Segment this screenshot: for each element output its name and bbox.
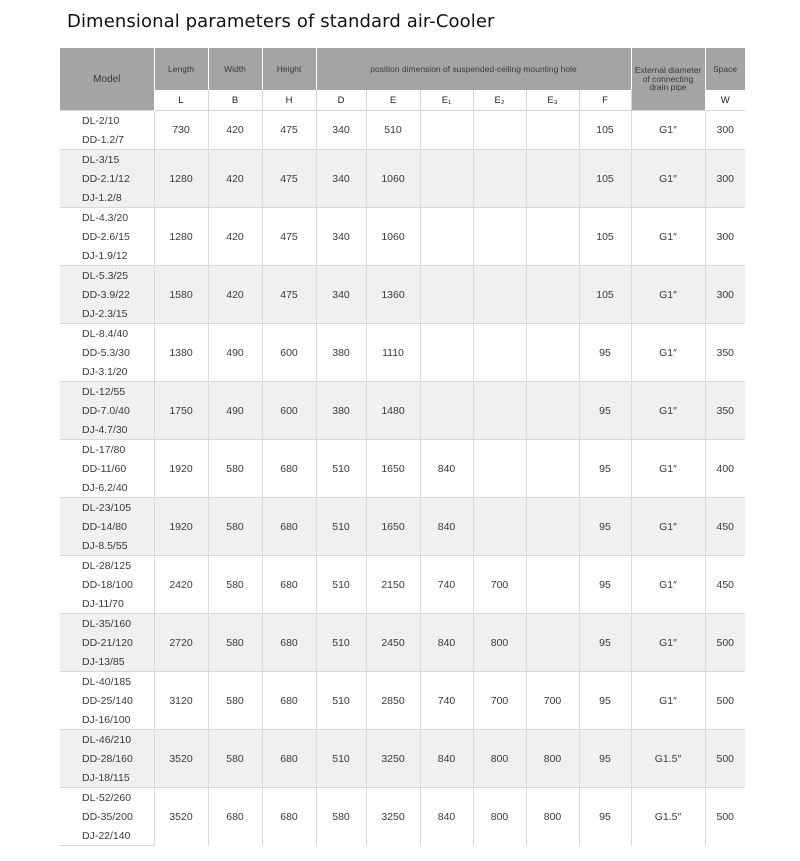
- cell-e: 1650: [366, 440, 420, 498]
- cell-h: 600: [262, 382, 316, 440]
- cell-e: 1110: [366, 324, 420, 382]
- model-name: DJ-8.5/55: [60, 536, 154, 556]
- cell-b: 420: [208, 208, 262, 266]
- cell-l: 3520: [154, 730, 208, 788]
- cell-b: 580: [208, 672, 262, 730]
- cell-l: 1750: [154, 382, 208, 440]
- drain-header-line-3: drain pipe: [649, 82, 687, 93]
- model-name: DL-46/210: [60, 730, 154, 750]
- cell-e1: 840: [420, 614, 473, 672]
- model-name: DD-21/120: [60, 633, 154, 652]
- cell-l: 1920: [154, 440, 208, 498]
- cell-e2: 800: [473, 730, 526, 788]
- cell-w: 350: [705, 324, 745, 382]
- cell-drain: G1″: [631, 440, 705, 498]
- cell-d: 340: [316, 208, 366, 266]
- cell-e3: [526, 208, 579, 266]
- table-row: [60, 730, 745, 750]
- model-name: DD-7.0/40: [60, 401, 154, 420]
- cell-e2: [473, 111, 526, 150]
- cell-e: 2850: [366, 672, 420, 730]
- model-name: DL-5.3/25: [60, 266, 154, 286]
- header-L: L: [154, 90, 208, 111]
- header-E2: E₂: [473, 90, 526, 111]
- model-name: DD-35/200: [60, 807, 154, 826]
- table-row: [60, 440, 745, 460]
- table-row: [60, 556, 745, 576]
- cell-e2: [473, 440, 526, 498]
- model-name: DD-28/160: [60, 749, 154, 768]
- cell-w: 500: [705, 614, 745, 672]
- cell-drain: G1″: [631, 324, 705, 382]
- cell-l: 1380: [154, 324, 208, 382]
- header-E: E: [366, 90, 420, 111]
- model-name: DL-17/80: [60, 440, 154, 460]
- cell-d: 380: [316, 382, 366, 440]
- cell-e3: 800: [526, 788, 579, 846]
- cell-e1: [420, 111, 473, 150]
- header-H: H: [262, 90, 316, 111]
- cell-d: 510: [316, 730, 366, 788]
- cell-h: 680: [262, 556, 316, 614]
- cell-h: 680: [262, 672, 316, 730]
- cell-f: 95: [579, 324, 631, 382]
- cell-drain: G1.5″: [631, 730, 705, 788]
- cell-f: 95: [579, 498, 631, 556]
- cell-d: 340: [316, 150, 366, 208]
- air-cooler-dimension-table: [60, 48, 746, 846]
- cell-e3: 800: [526, 730, 579, 788]
- cell-drain: G1″: [631, 556, 705, 614]
- table-row: [60, 150, 745, 170]
- cell-d: 580: [316, 788, 366, 846]
- cell-w: 500: [705, 672, 745, 730]
- cell-w: 450: [705, 556, 745, 614]
- model-name: DL-12/55: [60, 382, 154, 402]
- cell-e2: [473, 208, 526, 266]
- cell-h: 600: [262, 324, 316, 382]
- header-E3: E₃: [526, 90, 579, 111]
- cell-l: 1920: [154, 498, 208, 556]
- cell-e3: [526, 324, 579, 382]
- cell-e3: [526, 498, 579, 556]
- cell-e2: [473, 382, 526, 440]
- cell-e1: 840: [420, 788, 473, 846]
- cell-e2: 700: [473, 556, 526, 614]
- cell-d: 510: [316, 614, 366, 672]
- cell-d: 340: [316, 266, 366, 324]
- model-name: DD-11/60: [60, 459, 154, 478]
- cell-b: 580: [208, 556, 262, 614]
- cell-b: 420: [208, 111, 262, 150]
- model-name: DL-4.3/20: [60, 208, 154, 228]
- table-row: [60, 111, 745, 131]
- header-height: Height: [262, 48, 316, 90]
- cell-h: 680: [262, 730, 316, 788]
- cell-drain: G1″: [631, 498, 705, 556]
- cell-e1: 740: [420, 556, 473, 614]
- cell-e3: [526, 150, 579, 208]
- cell-d: 380: [316, 324, 366, 382]
- cell-l: 730: [154, 111, 208, 150]
- model-name: DL-28/125: [60, 556, 154, 576]
- table-row: [60, 208, 745, 228]
- model-name: DJ-13/85: [60, 652, 154, 672]
- cell-e1: [420, 266, 473, 324]
- model-name: DD-18/100: [60, 575, 154, 594]
- cell-f: 95: [579, 614, 631, 672]
- cell-e1: [420, 150, 473, 208]
- cell-l: 1580: [154, 266, 208, 324]
- cell-e2: [473, 324, 526, 382]
- cell-w: 300: [705, 208, 745, 266]
- cell-w: 400: [705, 440, 745, 498]
- cell-f: 105: [579, 266, 631, 324]
- cell-e3: 700: [526, 672, 579, 730]
- cell-w: 450: [705, 498, 745, 556]
- cell-e: 1650: [366, 498, 420, 556]
- cell-l: 3520: [154, 788, 208, 846]
- model-name: DJ-1.9/12: [60, 246, 154, 266]
- model-name: DJ-6.2/40: [60, 478, 154, 498]
- page-title: Dimensional parameters of standard air-Cooler: [67, 11, 495, 32]
- cell-d: 510: [316, 440, 366, 498]
- cell-e3: [526, 440, 579, 498]
- table-row: [60, 614, 745, 634]
- cell-e1: [420, 382, 473, 440]
- cell-e: 1480: [366, 382, 420, 440]
- cell-e3: [526, 266, 579, 324]
- cell-e3: [526, 556, 579, 614]
- header-W: W: [705, 90, 745, 111]
- cell-e1: [420, 324, 473, 382]
- cell-b: 580: [208, 614, 262, 672]
- header-mounting-hole-position: position dimension of suspended-ceiling mounting hole: [316, 48, 631, 90]
- cell-drain: G1″: [631, 614, 705, 672]
- model-name: DJ-18/115: [60, 768, 154, 788]
- drain-header-line-2: of connecting: [642, 73, 694, 84]
- model-name: DD-3.9/22: [60, 285, 154, 304]
- cell-d: 340: [316, 111, 366, 150]
- cell-h: 475: [262, 208, 316, 266]
- cell-b: 490: [208, 324, 262, 382]
- cell-e1: 840: [420, 498, 473, 556]
- cell-drain: G1″: [631, 672, 705, 730]
- header-length: Length: [154, 48, 208, 90]
- cell-f: 105: [579, 111, 631, 150]
- header-F: F: [579, 90, 631, 111]
- cell-e1: 840: [420, 730, 473, 788]
- cell-w: 350: [705, 382, 745, 440]
- cell-w: 300: [705, 150, 745, 208]
- drain-header-line-1: External diameter: [634, 65, 702, 76]
- model-name: DL-3/15: [60, 150, 154, 170]
- cell-e3: [526, 111, 579, 150]
- cell-h: 475: [262, 150, 316, 208]
- cell-f: 95: [579, 440, 631, 498]
- cell-d: 510: [316, 672, 366, 730]
- cell-b: 420: [208, 150, 262, 208]
- model-name: DD-1.2/7: [60, 130, 154, 150]
- table-row: [60, 324, 745, 344]
- cell-e: 510: [366, 111, 420, 150]
- model-name: DD-2.6/15: [60, 227, 154, 246]
- model-name: DL-52/260: [60, 788, 154, 808]
- cell-e: 2150: [366, 556, 420, 614]
- model-name: DD-2.1/12: [60, 169, 154, 188]
- cell-f: 105: [579, 150, 631, 208]
- model-name: DD-5.3/30: [60, 343, 154, 362]
- model-name: DJ-16/100: [60, 710, 154, 730]
- cell-drain: G1″: [631, 208, 705, 266]
- header-D: D: [316, 90, 366, 111]
- cell-drain: G1″: [631, 266, 705, 324]
- cell-h: 680: [262, 498, 316, 556]
- cell-e2: 800: [473, 788, 526, 846]
- cell-b: 580: [208, 730, 262, 788]
- cell-w: 300: [705, 266, 745, 324]
- cell-f: 95: [579, 788, 631, 846]
- header-model: Model: [60, 48, 154, 111]
- model-name: DL-2/10: [60, 111, 154, 131]
- cell-w: 500: [705, 730, 745, 788]
- cell-f: 95: [579, 672, 631, 730]
- cell-e3: [526, 382, 579, 440]
- table-row: [60, 498, 745, 518]
- cell-e1: 740: [420, 672, 473, 730]
- cell-f: 105: [579, 208, 631, 266]
- cell-e2: 700: [473, 672, 526, 730]
- cell-e2: [473, 266, 526, 324]
- cell-e2: [473, 150, 526, 208]
- cell-b: 420: [208, 266, 262, 324]
- cell-l: 1280: [154, 208, 208, 266]
- cell-b: 580: [208, 498, 262, 556]
- model-name: DL-40/185: [60, 672, 154, 692]
- cell-l: 2420: [154, 556, 208, 614]
- cell-e1: 840: [420, 440, 473, 498]
- cell-drain: G1.5″: [631, 788, 705, 846]
- header-width: Width: [208, 48, 262, 90]
- model-name: DJ-22/140: [60, 826, 154, 846]
- cell-h: 680: [262, 440, 316, 498]
- table-row: [60, 266, 745, 286]
- cell-e3: [526, 614, 579, 672]
- table-row: [60, 672, 745, 692]
- cell-drain: G1″: [631, 150, 705, 208]
- table-row: [60, 788, 745, 808]
- cell-e: 2450: [366, 614, 420, 672]
- cell-l: 2720: [154, 614, 208, 672]
- cell-h: 475: [262, 266, 316, 324]
- cell-l: 3120: [154, 672, 208, 730]
- cell-e: 1060: [366, 208, 420, 266]
- model-name: DJ-3.1/20: [60, 362, 154, 382]
- cell-e: 1060: [366, 150, 420, 208]
- model-name: DL-8.4/40: [60, 324, 154, 344]
- table-body: [60, 111, 745, 846]
- model-name: DJ-2.3/15: [60, 304, 154, 324]
- table-row: [60, 382, 745, 402]
- cell-e2: [473, 498, 526, 556]
- cell-e: 3250: [366, 730, 420, 788]
- cell-e2: 800: [473, 614, 526, 672]
- cell-h: 680: [262, 614, 316, 672]
- cell-f: 95: [579, 382, 631, 440]
- cell-w: 300: [705, 111, 745, 150]
- cell-w: 500: [705, 788, 745, 846]
- cell-e1: [420, 208, 473, 266]
- cell-b: 580: [208, 440, 262, 498]
- header-E1: E₁: [420, 90, 473, 111]
- cell-h: 680: [262, 788, 316, 846]
- cell-d: 510: [316, 556, 366, 614]
- model-name: DL-35/160: [60, 614, 154, 634]
- model-name: DJ-4.7/30: [60, 420, 154, 440]
- header-space: Space: [705, 48, 745, 90]
- header-B: B: [208, 90, 262, 111]
- cell-e: 3250: [366, 788, 420, 846]
- model-name: DD-25/140: [60, 691, 154, 710]
- model-name: DJ-11/70: [60, 594, 154, 614]
- cell-l: 1280: [154, 150, 208, 208]
- cell-drain: G1″: [631, 382, 705, 440]
- cell-b: 490: [208, 382, 262, 440]
- cell-d: 510: [316, 498, 366, 556]
- cell-f: 95: [579, 730, 631, 788]
- cell-h: 475: [262, 111, 316, 150]
- header-drain-pipe-diameter: [631, 48, 705, 111]
- cell-drain: G1″: [631, 111, 705, 150]
- cell-b: 680: [208, 788, 262, 846]
- model-name: DD-14/80: [60, 517, 154, 536]
- model-name: DL-23/105: [60, 498, 154, 518]
- model-name: DJ-1.2/8: [60, 188, 154, 208]
- cell-f: 95: [579, 556, 631, 614]
- cell-e: 1360: [366, 266, 420, 324]
